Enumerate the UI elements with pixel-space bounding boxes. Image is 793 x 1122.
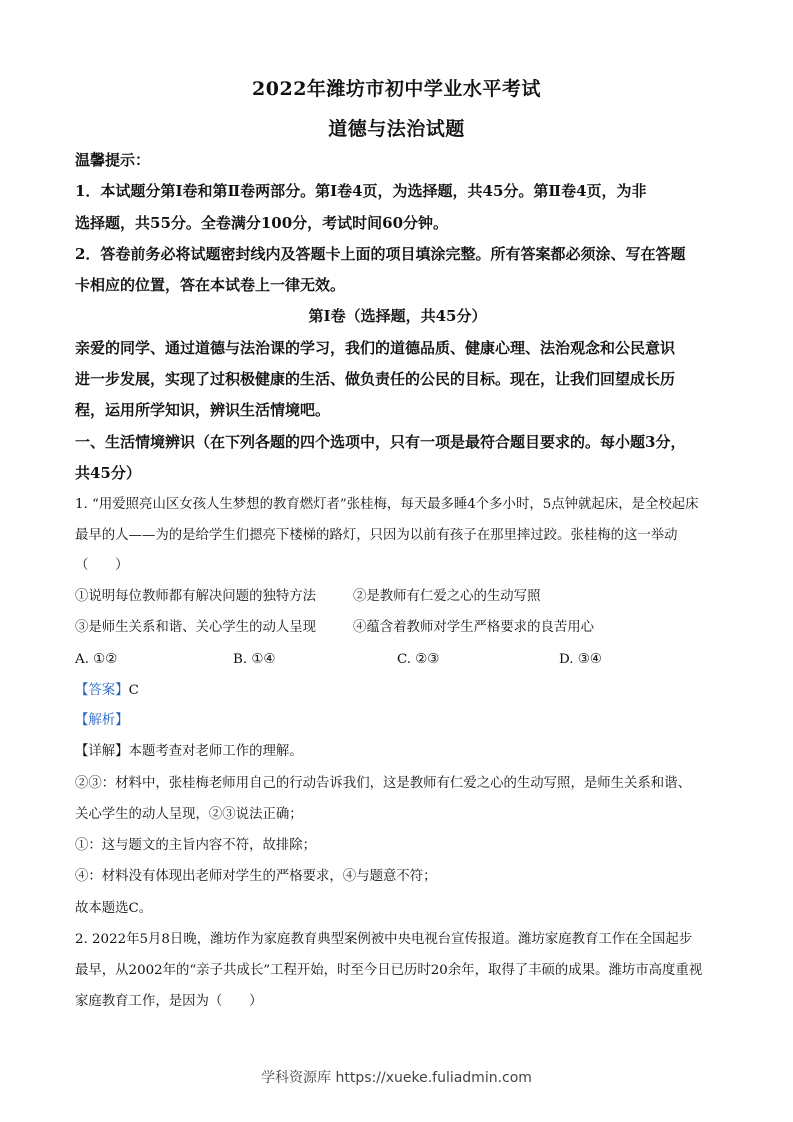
q2-stem-line1: 2. 2022年5月8日晚，潍坊作为家庭教育典型案例被中央电视台宣传报道。潍坊家庭教育工作在全国起步 <box>75 932 693 947</box>
q2-stem-line3: 家庭教育工作，是因为（ ） <box>75 994 263 1009</box>
answer-tag: 【答案】 <box>75 683 129 698</box>
q1-statement-4: ④蕴含着教师对学生严格要求的良苦用心 <box>353 620 595 635</box>
q1-explanation-1-line2: 关心学生的动人呈现，②③说法正确； <box>75 807 303 822</box>
q1-option-d: D. ③④ <box>559 652 602 667</box>
notice-heading: 温馨提示： <box>75 151 151 169</box>
q1-stem-line1: 1. “用爱照亮山区女孩人生梦想的教育燃灯者”张桂梅，每天最多睡4个多小时，5点钟就起床，是全校起床 <box>75 497 699 512</box>
q1-stem-line3: （ ） <box>75 558 129 573</box>
q1-answer-line <box>75 675 720 706</box>
answer-value: C <box>128 683 139 698</box>
footer-watermark: 学科资源库 https://xueke.fuliadmin.com <box>261 1070 532 1086</box>
section1-intro-line2: 进一步发展，实现了过积极健康的生活、做负责任的公民的目标。现在，让我们回望成长历 <box>75 370 676 388</box>
q1-option-b: B. ①④ <box>233 652 276 667</box>
q1-option-a: A. ①② <box>75 652 118 667</box>
notice-item2-line1: 2．答卷前务必将试题密封线内及答题卡上面的项目填涂完整。所有答案都必须涂、写在答题 <box>75 245 686 263</box>
q1-conclusion: 故本题选C。 <box>75 901 153 916</box>
section1-heading: 第Ⅰ卷（选择题，共45分） <box>308 307 487 325</box>
q1-statement-1: ①说明每位教师都有解决问题的独特方法 <box>75 589 317 604</box>
part1-heading-line2: 共45分） <box>75 464 141 482</box>
section1-intro-line3: 程，运用所学知识，辨识生活情境吧。 <box>75 401 331 419</box>
q2-stem-line2: 最早，从2002年的“亲子共成长”工程开始，时至今日已历时20余年，取得了丰硕的成果。潍坊市高度重视 <box>75 963 703 978</box>
section1-intro-line1: 亲爱的同学、通过道德与法治课的学习，我们的道德品质、健康心理、法治观念和公民意识 <box>75 339 676 357</box>
q1-stem-line2: 最早的人——为的是给学生们摁亮下楼梯的路灯，只因为以前有孩子在那里摔过跤。张桂梅的这一举动 <box>75 528 678 543</box>
notice-item1-line2: 选择题，共55分。全卷满分100分，考试时间60分钟。 <box>75 214 449 232</box>
part1-heading-line1: 一、生活情境辨识（在下列各题的四个选项中，只有一项是最符合题目要求的。每小题3分， <box>75 433 686 451</box>
q1-option-c: C. ②③ <box>397 652 440 667</box>
analysis-tag: 【解析】 <box>75 713 129 728</box>
q1-statement-3: ③是师生关系和谐、关心学生的动人呈现 <box>75 620 317 635</box>
q1-detail: 【详解】本题考查对老师工作的理解。 <box>75 744 303 759</box>
exam-title: 2022年潍坊市初中学业水平考试 <box>252 78 541 100</box>
exam-subtitle: 道德与法治试题 <box>328 118 465 140</box>
q1-statement-2: ②是教师有仁爱之心的生动写照 <box>353 589 541 604</box>
notice-item1-line1: 1．本试题分第Ⅰ卷和第Ⅱ卷两部分。第Ⅰ卷4页，为选择题，共45分。第Ⅱ卷4页，为非 <box>75 182 647 200</box>
notice-item2-line2: 卡相应的位置，答在本试卷上一律无效。 <box>75 276 346 294</box>
q1-explanation-1-line1: ②③：材料中，张桂梅老师用自己的行动告诉我们，这是教师有仁爱之心的生动写照，是师生关系和谐、 <box>75 776 691 791</box>
q1-explanation-2: ①：这与题文的主旨内容不符，故排除； <box>75 838 317 853</box>
q1-explanation-3: ④：材料没有体现出老师对学生的严格要求，④与题意不符； <box>75 869 437 884</box>
